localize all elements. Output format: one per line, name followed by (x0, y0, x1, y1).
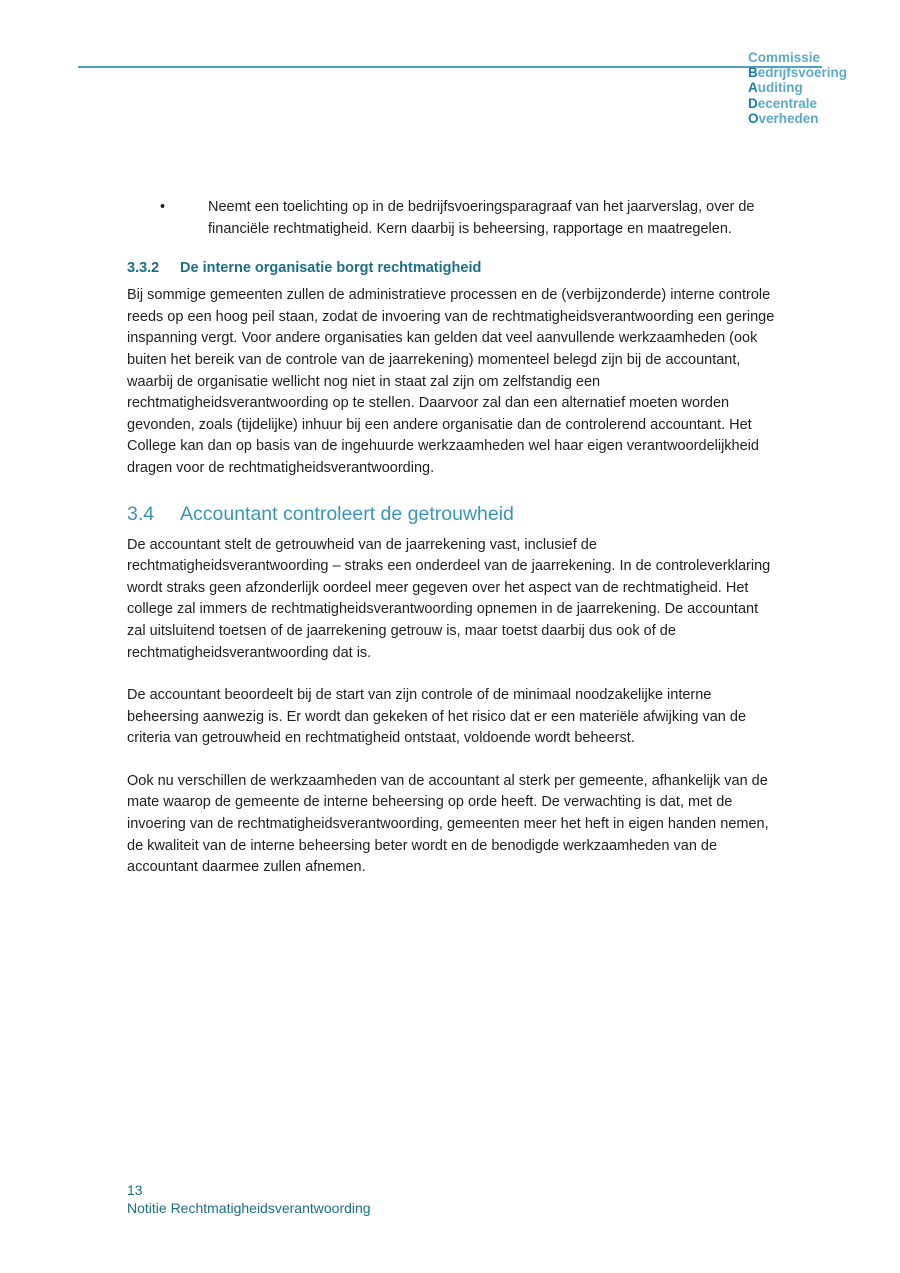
page-footer (127, 1181, 371, 1217)
logo-line-bedrijfsvoering: Bedrijfsvoering (748, 65, 848, 81)
bado-logo (748, 50, 847, 126)
page-number: 13 (127, 1182, 143, 1198)
header-rule (78, 66, 822, 68)
paragraph: Bij sommige gemeenten zullen de administratieve processen en de (verbijzonderde) interne controle reeds op een hoog peil staan, zodat de invoering van de rechtmatigheidsverantwoording een geringe inspanning vergt. Voor andere organisaties kan gelden dat veel aanvullende werkzaamheden (ook buiten het bereik van de controle van de jaarrekening) momenteel belegd zijn bij de accountant, waarbij de organisatie wellicht nog niet in staat zal zijn om zelfstandig een rechtmatigheidsverantwoording op te stellen. Daarvoor zal dan een alternatief moeten worden gevonden, zoals (tijdelijke) inhuur bij een andere organisatie dan de controlerend accountant. Het College kan dan op basis van de ingehuurde werkzaamheden wel haar eigen verantwoordelijkheid dragen voor de rechtmatigheidsverantwoording. (127, 287, 775, 476)
section-title: Accountant controleert de getrouwheid (180, 502, 514, 525)
section-heading-3-3-2 (127, 258, 777, 279)
section-heading-3-4 (127, 501, 777, 527)
page-body (127, 197, 777, 900)
section-number: 3.4 (127, 502, 155, 525)
section-number: 3.3.2 (127, 260, 160, 277)
bullet-item (127, 197, 777, 240)
logo-line-commissie: Commissie (748, 50, 821, 65)
doc-title: Notitie Rechtmatigheidsverantwoording (127, 1200, 371, 1216)
bullet-text: Neemt een toelichting op in de bedrijfsvoeringsparagraaf van het jaarverslag, over de financiële rechtmatigheid. Kern daarbij is beheersing, rapportage en maatregelen. (208, 199, 755, 237)
paragraph: De accountant stelt de getrouwheid van de jaarrekening vast, inclusief de rechtmatigheidsverantwoording – straks een onderdeel van de jaarrekening. In de controleverklaring wordt straks geen afzonderlijk oordeel meer gegeven over het aspect van de rechtmatigheid. Het college zal immers de rechtmatigheidsverantwoording opnemen in de jaarrekening. De accountant zal uitsluitend toetsen of de jaarrekening getrouw is, maar toetst daarbij dus ook of de rechtmatigheidsverantwoording dat is. (127, 536, 771, 661)
logo-line-overheden: Overheden (748, 110, 819, 126)
logo-line-auditing: Auditing (748, 80, 803, 96)
logo-line-decentrale: Decentrale (748, 95, 818, 111)
paragraph: Ook nu verschillen de werkzaamheden van de accountant al sterk per gemeente, afhankelijk van de mate waarop de gemeente de interne beheersing op orde heeft. De verwachting is dat, met de invoering van de rechtmatigheidsverantwoording, gemeenten meer het heft in eigen handen nemen, de kwaliteit van de interne beheersing beter wordt en de benodigde werkzaamheden van de accountant daarmee zullen afnemen. (127, 772, 769, 876)
section-title: De interne organisatie borgt rechtmatigheid (180, 260, 482, 277)
paragraph: De accountant beoordeelt bij de start van zijn controle of de minimaal noodzakelijke interne beheersing aanwezig is. Er wordt dan gekeken of het risico dat er een materiële afwijking van de criteria van getrouwheid en rechtmatigheid ontstaat, voldoende wordt beheerst. (127, 687, 747, 747)
bullet-icon: • (160, 199, 166, 215)
